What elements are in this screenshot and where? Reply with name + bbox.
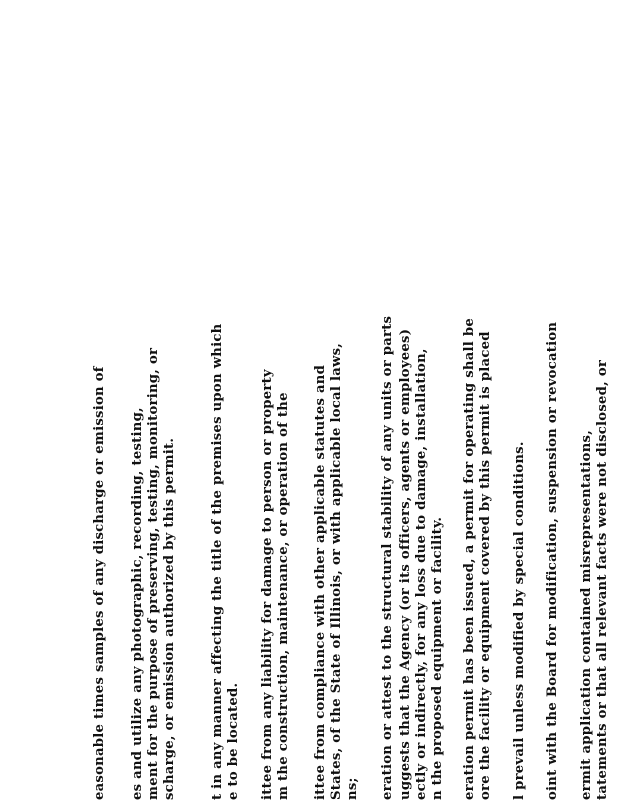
text-line: t in any manner affecting the title of the premises upon which [210,323,225,800]
text-line: m the construction, maintenance, or operation of the [276,392,291,800]
text-line: eration permit has been issued, a permit for operating shall be [462,317,477,800]
text-line: easonable times samples of any discharge or emission of [92,366,107,800]
text-line: ment for the purpose of preserving, testing, monitoring, or [146,347,161,800]
text-line: ittee from any liability for damage to person or property [260,369,275,800]
text-line: oint with the Board for modification, suspension or revocation [545,321,560,800]
text-line: n the proposed equipment or facility. [430,516,445,800]
text-line: uggests that the Agency (or its officers, agents or employees) [398,328,413,800]
text-line: eration or attest to the structural stability of any units or parts [380,315,395,800]
text-line: ermit application contained misrepresentations, [579,429,594,800]
text-line: scharge, or emission authorized by this permit. [162,437,177,800]
text-line: l prevail unless modified by special conditions. [512,441,527,800]
text-line: tatements or that all relevant facts were not disclosed, or [595,359,610,800]
rotated-text-block [92,280,612,800]
text-line: es and utilize any photographic, recording, testing, [130,407,145,800]
text-line: e to be located. [226,682,241,800]
text-line: States, of the State of Illinois, or with applicable local laws, [329,342,344,800]
text-line: ittee from compliance with other applicable statutes and [313,364,328,800]
text-line: ns; [345,777,360,800]
text-line: ore the facility or equipment covered by this permit is placed [478,331,493,800]
text-line: ectly or indirectly, for any loss due to damage, installation, [414,348,429,800]
